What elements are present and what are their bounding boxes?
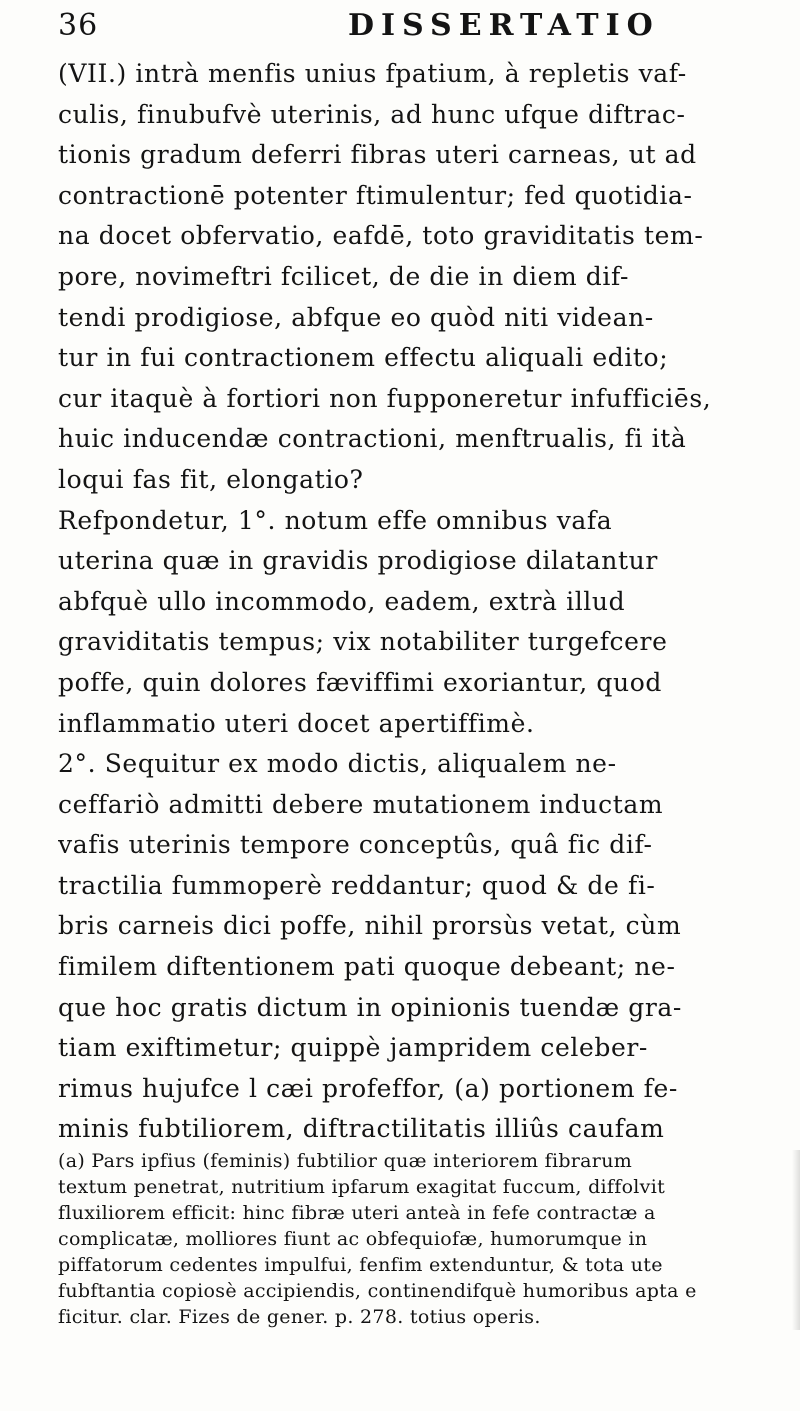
text-line: tractilia fummoperè reddantur; quod & de fi- <box>58 870 656 900</box>
footnote <box>58 1148 758 1330</box>
footnote-line: fubftantia copiosè accipiendis, continendifquè humoribus apta e <box>58 1280 697 1302</box>
main-text <box>58 54 758 1150</box>
text-line: uterina quæ in gravidis prodigiose dilatantur <box>58 546 658 576</box>
text-line: vafis uterinis tempore conceptûs, quâ fic dif- <box>58 830 653 860</box>
text-line: abfquè ullo incommodo, eadem, extrà illud <box>58 586 626 616</box>
text-line: loqui fas fit, elongatio? <box>58 464 364 494</box>
text-line: graviditatis tempus; vix notabiliter turgefcere <box>58 627 668 657</box>
text-line: tionis gradum deferri fibras uteri carneas, ut ad <box>58 140 697 170</box>
text-line: na docet obfervatio, eafdē, toto graviditatis tem- <box>58 221 704 251</box>
page-edge-shadow <box>792 1150 800 1330</box>
running-head: DISSERTATIO <box>348 8 660 43</box>
footnote-line: ficitur. clar. Fizes de gener. p. 278. totius operis. <box>58 1306 541 1328</box>
footnote-line: piffatorum cedentes impulfui, fenfim extenduntur, & tota ute <box>58 1254 663 1276</box>
text-line: 2°. Sequitur ex modo dictis, aliqualem ne- <box>58 749 617 779</box>
text-line: cur itaquè à fortiori non fupponeretur infufficiēs, <box>58 383 712 413</box>
page-header <box>58 8 758 54</box>
text-line: contractionē potenter ftimulentur; fed quotidia- <box>58 180 693 210</box>
text-line: pore, novimeftri fcilicet, de die in diem dif- <box>58 261 630 291</box>
footnote-line: textum penetrat, nutritium ipfarum exagitat fuccum, diffolvit <box>58 1176 666 1198</box>
text-line: (VII.) intrà menfis unius fpatium, à repletis vaf- <box>58 59 687 88</box>
text-line: que hoc gratis dictum in opinionis tuendæ gra- <box>58 992 682 1022</box>
footnote-line: (a) Pars ipfius (feminis) fubtilior quæ interiorem fibrarum <box>58 1150 633 1172</box>
text-line: Refpondetur, 1°. notum effe omnibus vafa <box>58 505 613 535</box>
text-line: rimus hujufce l cæi profeffor, (a) portionem fe- <box>58 1073 678 1103</box>
page-number: 36 <box>58 8 99 43</box>
footnote-line: fluxiliorem efficit: hinc fibræ uteri anteà in fefe contractæ a <box>58 1202 656 1224</box>
text-line: fimilem diftentionem pati quoque debeant; ne- <box>58 952 676 982</box>
text-line: poffe, quin dolores fæviffimi exoriantur, quod <box>58 667 662 697</box>
text-line: culis, finubufvè uterinis, ad hunc ufque diftrac- <box>58 99 686 129</box>
text-line: ceffariò admitti debere mutationem inductam <box>58 789 664 819</box>
text-line: minis fubtiliorem, diftractilitatis illiûs caufam <box>58 1114 665 1144</box>
text-line: inflammatio uteri docet apertiffimè. <box>58 708 535 738</box>
text-line: tiam exiftimetur; quippè jampridem celeber- <box>58 1033 648 1063</box>
text-line: huic inducendæ contractioni, menftrualis, fi ità <box>58 424 687 454</box>
text-line: tur in fui contractionem effectu aliquali edito; <box>58 343 669 373</box>
text-line: bris carneis dici poffe, nihil prorsùs vetat, cùm <box>58 911 682 941</box>
footnote-line: complicatæ, molliores fiunt ac obfequiofæ, humorumque in <box>58 1228 648 1250</box>
text-line: tendi prodigiose, abfque eo quòd niti videan- <box>58 302 654 332</box>
